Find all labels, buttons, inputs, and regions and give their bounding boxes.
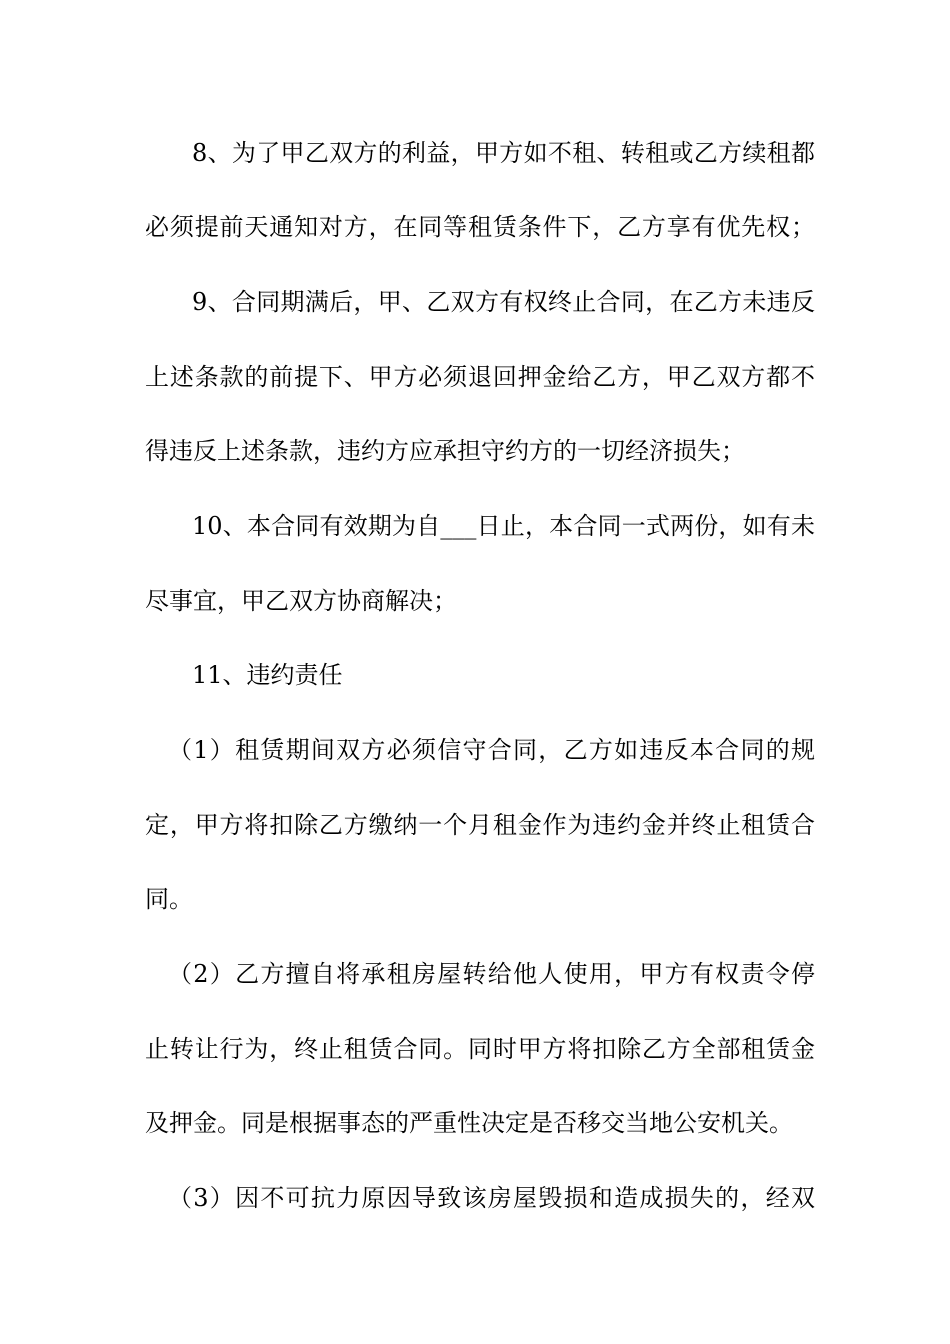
text-line: 止转让行为，终止租赁合同。同时甲方将扣除乙方全部租赁金 (145, 1035, 815, 1063)
text-line: 必须提前天通知对方，在同等租赁条件下，乙方享有优先权； (145, 213, 815, 241)
text-line: （2）乙方擅自将承租房屋转给他人使用，甲方有权责令停 (168, 960, 815, 988)
text-line: 9、合同期满后，甲、乙双方有权终止合同，在乙方未违反 (192, 288, 815, 316)
text-line: 定，甲方将扣除乙方缴纳一个月租金作为违约金并终止租赁合 (145, 811, 815, 839)
text-line: 及押金。同是根据事态的严重性决定是否移交当地公安机关。 (145, 1109, 793, 1137)
text-line: 同。 (145, 885, 193, 913)
text-line: 尽事宜，甲乙双方协商解决； (145, 587, 457, 615)
text-line: （3）因不可抗力原因导致该房屋毁损和造成损失的，经双 (168, 1184, 815, 1212)
text-line: 10、本合同有效期为自___日止，本合同一式两份，如有未 (192, 512, 815, 540)
text-line: 得违反上述条款，违约方应承担守约方的一切经济损失； (145, 437, 745, 465)
section-heading: 11、违约责任 (192, 661, 343, 689)
text-line: 上述条款的前提下、甲方必须退回押金给乙方，甲乙双方都不 (145, 363, 815, 391)
text-line: 8、为了甲乙双方的利益，甲方如不租、转租或乙方续租都 (192, 139, 815, 167)
text-line: （1）租赁期间双方必须信守合同，乙方如违反本合同的规 (168, 736, 815, 764)
